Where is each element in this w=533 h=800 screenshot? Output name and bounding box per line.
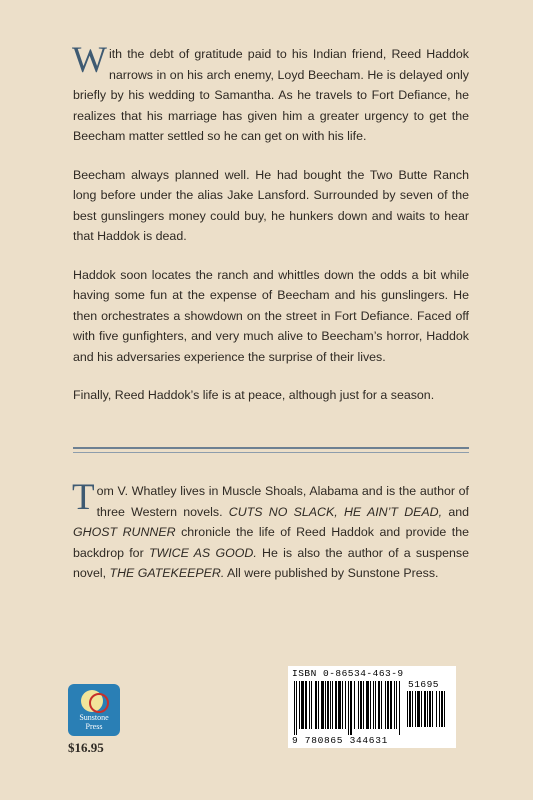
barcode-bar	[399, 681, 400, 735]
barcode-bar	[385, 681, 386, 729]
barcode-bar	[318, 681, 319, 729]
barcode-bar	[332, 681, 333, 729]
barcode-bar	[321, 681, 324, 729]
barcode-bar	[366, 681, 369, 729]
barcode-bar	[299, 681, 300, 729]
ean-barcode-bars	[294, 681, 404, 735]
barcode-bar	[342, 681, 343, 729]
logo-text: Sunstone Press	[79, 713, 109, 731]
barcode-bar	[436, 691, 437, 727]
isbn-label: ISBN 0-86534-463-9	[292, 668, 404, 679]
barcode-bar	[417, 691, 420, 727]
barcode-bar	[432, 691, 433, 727]
barcode-bar	[335, 681, 337, 729]
barcode-bar	[390, 681, 392, 729]
barcode-bar	[348, 681, 349, 735]
barcode-bar	[309, 681, 310, 729]
barcode-bar	[394, 681, 395, 729]
barcode-bar	[315, 681, 317, 729]
barcode-bar	[338, 681, 341, 729]
barcode-bar	[378, 681, 380, 729]
barcode-bar	[358, 681, 359, 729]
drop-cap: T	[72, 477, 95, 518]
book-blurb	[72, 40, 469, 424]
barcode-bar	[439, 691, 440, 727]
barcode-bar	[373, 681, 374, 729]
blurb-paragraph-4: Finally, Reed Haddok’s life is at peace, although just for a season.	[73, 388, 435, 402]
isbn-barcode	[288, 666, 456, 748]
barcode-bar	[444, 691, 445, 727]
addon-barcode-bars	[407, 691, 451, 735]
barcode-bar	[387, 681, 389, 729]
barcode-bar	[330, 681, 331, 729]
barcode-bar	[415, 691, 416, 727]
barcode-bar	[412, 691, 413, 727]
barcode-bar	[441, 691, 443, 727]
barcode-bar	[305, 681, 307, 729]
barcode-bar	[294, 681, 295, 735]
section-divider	[73, 447, 469, 453]
ring-icon	[89, 693, 109, 713]
addon-digits: 51695	[408, 679, 440, 690]
blurb-paragraph-3: Haddok soon locates the ranch and whittles down the odds a bit while having some fun at the expense of Beecham and his gunslingers. He then orchestrates a showdown on the street in Fort Defiance. Faced off with five gunfighters, and very much alive to Beecham’s horror, Haddok and his adversaries experience the surprise of their lives.	[73, 267, 469, 364]
barcode-bar	[424, 691, 426, 727]
book-title: THE GATEKEEPER.	[109, 566, 225, 580]
barcode-bar	[301, 681, 304, 729]
barcode-bar	[311, 681, 312, 729]
barcode-bar	[375, 681, 376, 729]
barcode-bar	[350, 681, 352, 735]
barcode-bar	[429, 691, 431, 727]
blurb-paragraph-2: Beecham always planned well. He had bought the Two Butte Ranch long before under the alias Jake Lansford. Surrounded by seven of the best gunslingers money could buy, he hunkers down and waits to hear that Haddok is dead.	[73, 167, 469, 243]
barcode-bar	[363, 681, 364, 729]
book-title: GHOST RUNNER	[73, 525, 176, 539]
barcode-bar	[360, 681, 362, 729]
blurb-paragraph-1: With the debt of gratitude paid to his Indian friend, Reed Haddok narrows in on his arch enemy, Loyd Beecham. He is delayed only briefly by his wedding to Samantha. As he travels to Fort Defiance, he realizes that his marriage has given him a greater urgency to get the Beecham matter settled so he can get on with his life.	[72, 40, 469, 143]
barcode-bar	[354, 681, 355, 729]
barcode-bar	[370, 681, 371, 729]
barcode-bar	[345, 681, 346, 729]
price: $16.95	[68, 740, 104, 755]
barcode-bar	[296, 681, 297, 735]
barcode-bar	[396, 681, 397, 729]
barcode-bar	[407, 691, 408, 727]
book-title: TWICE AS GOOD.	[148, 545, 257, 560]
drop-cap: W	[72, 40, 107, 81]
barcode-bar	[325, 681, 326, 729]
barcode-bar	[409, 691, 411, 727]
barcode-bar	[327, 681, 329, 729]
barcode-bar	[421, 691, 422, 727]
barcode-bar	[427, 691, 428, 727]
author-bio: Tom V. Whatley lives in Muscle Shoals, Alabama and is the author of three Western novels. CUTS NO SLACK, HE AIN’T DEAD, and GHOST RUNNER chronicle the life of Reed Haddok and provide the backdrop for TWICE AS GOOD. He is also the author of a suspense novel, THE GATEKEEPER. All were published by Sunstone Press.	[72, 477, 469, 580]
ean-digits: 9 780865 344631	[292, 735, 389, 746]
book-title: CUTS NO SLACK, HE AIN’T DEAD,	[228, 504, 443, 519]
sunstone-press-logo	[68, 684, 120, 736]
barcode-bar	[381, 681, 382, 729]
